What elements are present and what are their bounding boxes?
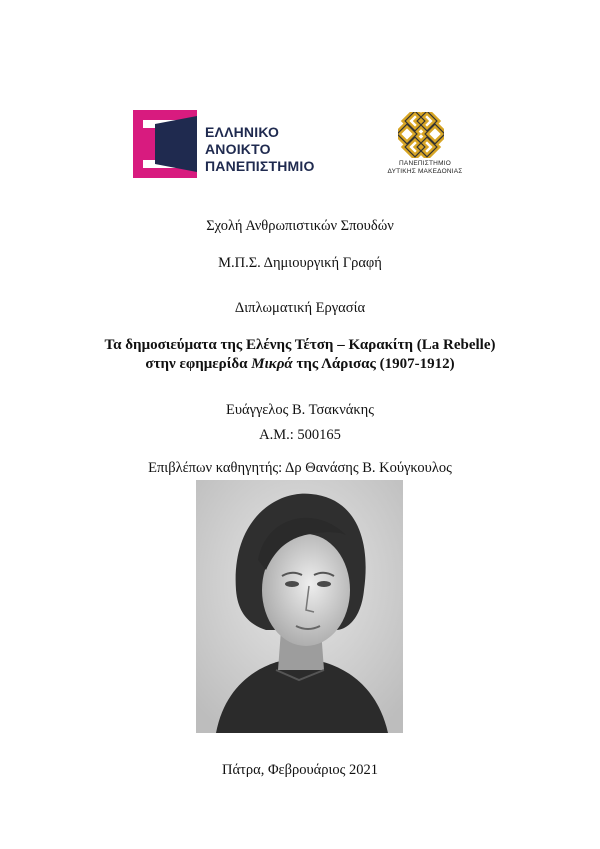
university-of-western-macedonia-logo: [386, 112, 468, 182]
school-name: Σχολή Ανθρωπιστικών Σπουδών: [206, 218, 394, 234]
eap-logo-mark-icon: [133, 110, 197, 178]
thesis-title: [0, 336, 600, 374]
document-type: Διπλωματική Εργασία: [234, 300, 366, 316]
supervisor: Επιβλέπων καθηγητής: Δρ Θανάσης Β. Κούγκουλος: [148, 460, 452, 476]
uowm-logo-line-2: ΔΥΤΙΚΗΣ ΜΑΚΕΔΟΝΙΑΣ: [387, 168, 463, 175]
portrait-image: [196, 480, 403, 733]
author-name: Ευάγγελος Β. Τσακνάκης: [226, 402, 374, 418]
program-name: Μ.Π.Σ. Δημιουργική Γραφή: [218, 255, 382, 271]
eap-logo-line-2: ΑΝΟΙΚΤΟ: [205, 141, 271, 157]
newspaper-name: Μικρά: [251, 356, 293, 372]
eap-logo-line-1: ΕΛΛΗΝΙΚΟ: [205, 124, 280, 140]
uowm-logo-text: [386, 160, 464, 176]
eap-logo-text: [205, 124, 315, 175]
eap-logo-line-3: ΠΑΝΕΠΙΣΤΗΜΙΟ: [205, 158, 315, 174]
uowm-logo-line-1: ΠΑΝΕΠΙΣΤΗΜΙΟ: [399, 160, 451, 167]
date-place: Πάτρα, Φεβρουάριος 2021: [221, 762, 379, 778]
hellenic-open-university-logo: [133, 108, 323, 180]
title-line-2-before: στην εφημερίδα: [145, 356, 252, 372]
uowm-knot-icon: [398, 112, 444, 158]
thesis-title-line-2: [0, 355, 600, 374]
student-id: Α.Μ.: 500165: [259, 427, 341, 443]
portrait-photo: [196, 480, 403, 733]
title-line-2-after: της Λάρισας (1907-1912): [292, 356, 455, 372]
thesis-title-line-1: Τα δημοσιεύματα της Ελένης Τέτση – Καρακίτη (La Rebelle): [104, 337, 496, 353]
